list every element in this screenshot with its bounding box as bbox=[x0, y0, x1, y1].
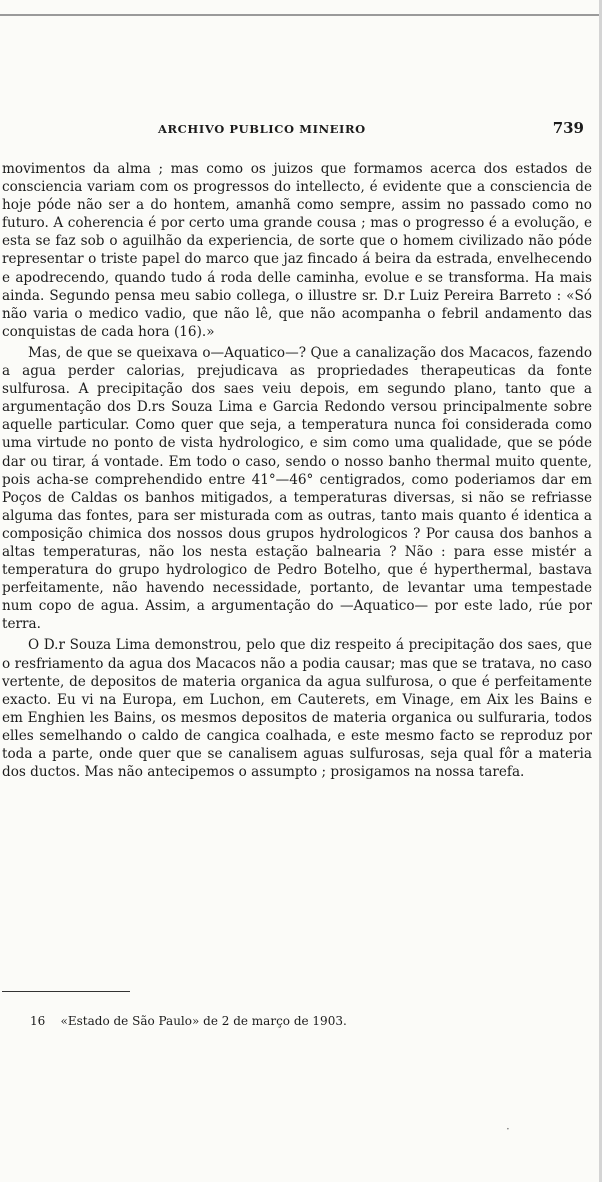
stray-mark: · bbox=[506, 1122, 510, 1136]
body-text bbox=[2, 160, 592, 781]
footnote-text: «Estado de São Paulo» de 2 de março de 1903. bbox=[60, 1014, 347, 1028]
running-head: ARCHIVO PUBLICO MINEIRO bbox=[158, 122, 366, 136]
page-header bbox=[0, 118, 602, 140]
paragraph-2: Mas, de que se queixava o—Aquatico—? Que a canalização dos Macacos, fazendo a agua perder calorias, prejudicava as propriedades therapeuticas da fonte sulfurosa. A precipitação dos saes veiu depois, em segundo plano, tanto que a argumentação dos D.rs Souza Lima e Garcia Redondo versou principalmente sobre aquelle particular. Como quer que seja, a temperatura nunca foi considerada como uma virtude no ponto de vista hydrologico, e sim como uma qualidade, que se póde dar ou tirar, á vontade. Em todo o caso, sendo o nosso banho thermal muito quente, pois acha-se comprehendido entre 41°—46° centigrados, como poderiamos dar em Poços de Caldas os banhos mitigados, a temperaturas diversas, si não se refriasse alguma das fontes, para ser misturada com as outras, tanto mais quanto é identica a composição chimica dos nossos dous grupos hydrologicos ? Por causa dos banhos a altas temperaturas, não los nesta estação balnearia ? Não : para esse mistér a temperatura do grupo hydrologico de Pedro Botelho, que é hyperthermal, bastava perfeitamente, não havendo necessidade, portanto, de levantar uma tempestade num copo de agua. Assim, a argumentação do —Aquatico— por este lado, rúe por terra. bbox=[2, 344, 592, 633]
footnote-number: 16 bbox=[30, 1014, 46, 1028]
top-border-line bbox=[0, 14, 602, 16]
paragraph-3: O D.r Souza Lima demonstrou, pelo que diz respeito á precipitação dos saes, que o resfriamento da agua dos Macacos não a podia causar; mas que se tratava, no caso vertente, de depositos de materia organica da agua sulfurosa, o que é perfeitamente exacto. Eu vi na Europa, em Luchon, em Cauterets, em Vinage, em Aix les Bains e em Enghien les Bains, os mesmos depositos de materia organica ou sulfuraria, todos elles semelhando o caldo de cangica coalhada, e este mesmo facto se reproduz por toda a parte, onde quer que se canalisem aguas sulfurosas, seja qual fôr a materia dos ductos. Mas não antecipemos o assumpto ; prosigamos na nossa tarefa. bbox=[2, 637, 592, 781]
page-number: 739 bbox=[552, 119, 584, 137]
footnote bbox=[30, 1014, 347, 1028]
footnote-separator bbox=[2, 991, 130, 992]
paragraph-1: movimentos da alma ; mas como os juizos que formamos acerca dos estados de consciencia variam com os progressos do intellecto, é evidente que a consciencia de hoje póde não ser a do hontem, amanhã como sempre, assim no passado como no futuro. A coherencia é por certo uma grande cousa ; mas o progresso é a evolução, e esta se faz sob o aguilhão da experiencia, de sorte que o homem civilizado não póde representar o triste papel do marco que jaz fincado á beira da estrada, envelhecendo e apodrecendo, quando tudo á roda delle caminha, evolue e se transforma. Ha mais ainda. Segundo pensa meu sabio collega, o illustre sr. D.r Luiz Pereira Barreto : «Só não varia o medico vadio, que não lê, que não acompanha o febril andamento das conquistas de cada hora (16).» bbox=[2, 161, 592, 340]
